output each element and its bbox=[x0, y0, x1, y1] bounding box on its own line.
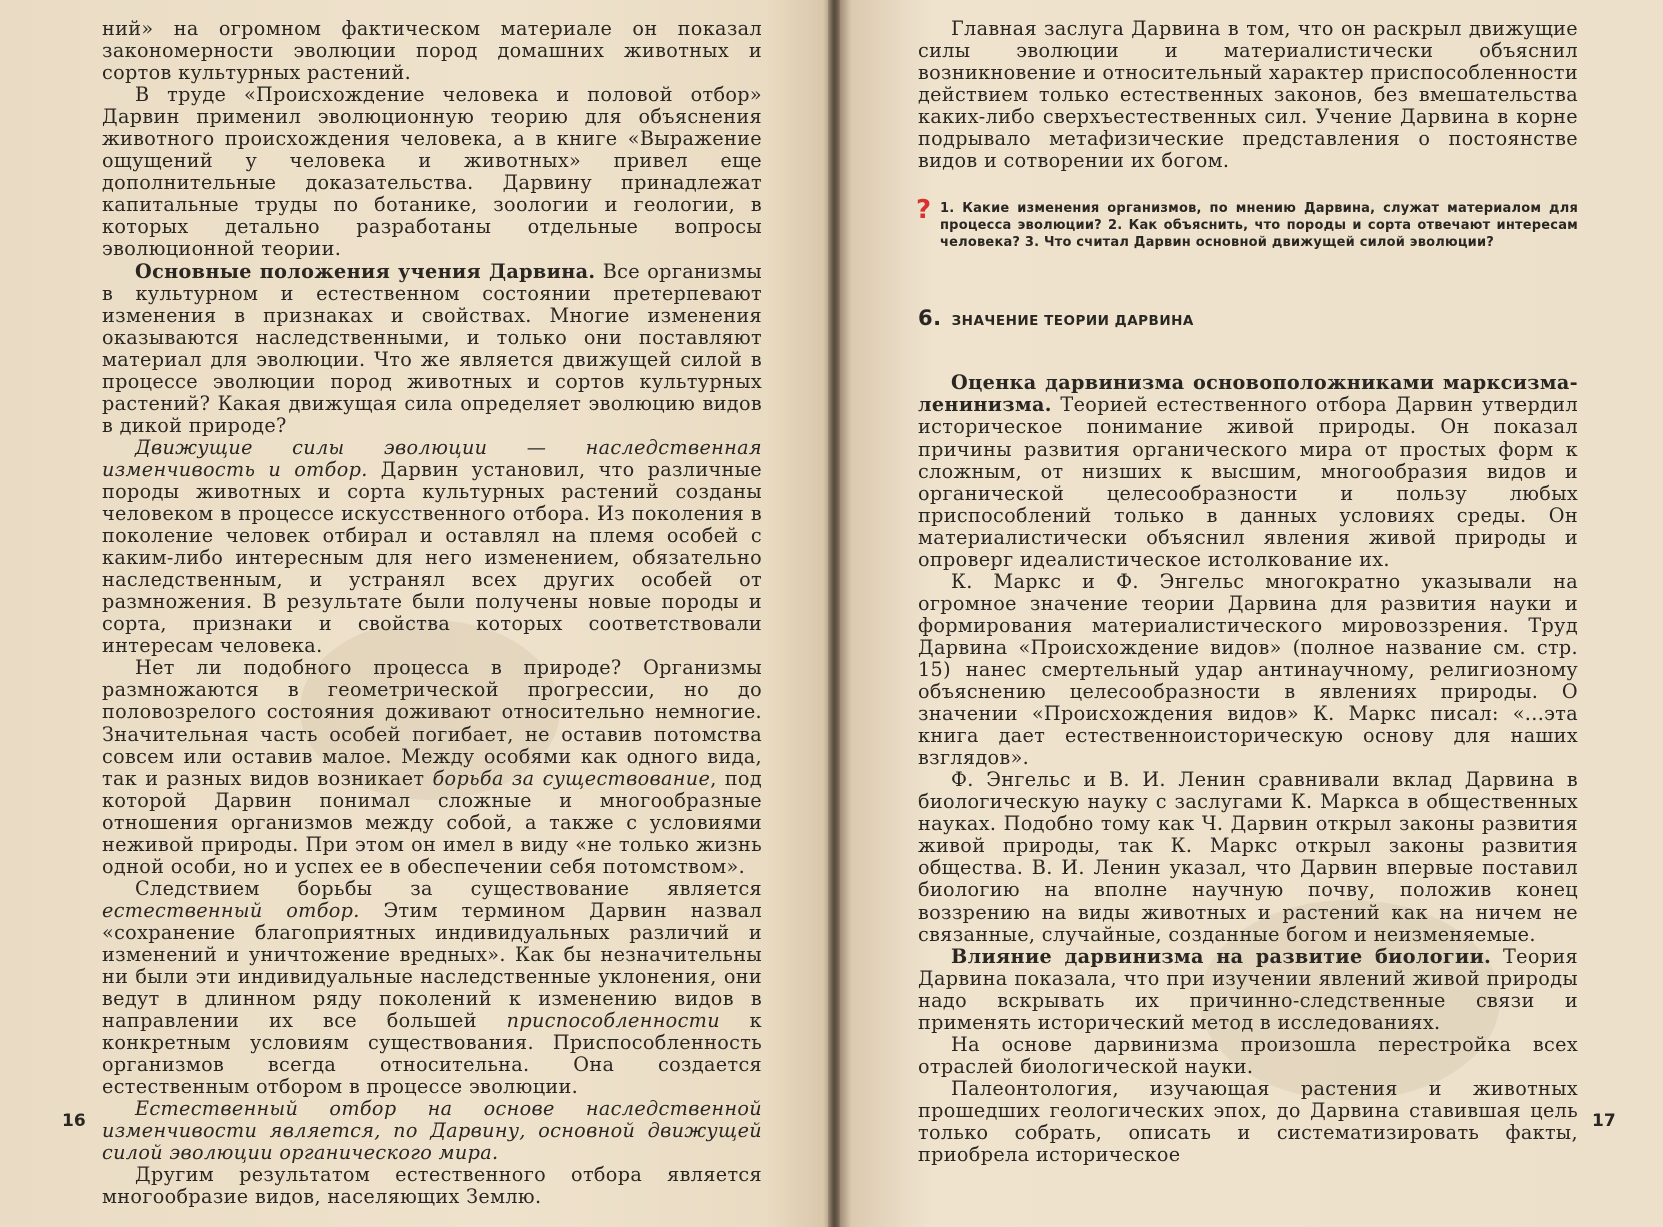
italic-heading: Движущие силы эволюции — наследственная изменчивость и отбор. bbox=[102, 435, 762, 481]
paragraph: В труде «Происхождение человека и половой отбор» Дарвин применил эволюционную теорию для объяснения животного происхождения человека, а в книге «Выражение ощущений у человека и животных» привел еще дополнительные доказательства. Дарвину принадлежат капитальные труды по ботанике, зоологии и геологии, в которых детально разработаны отдельные вопросы эволюционной теории. bbox=[102, 83, 762, 261]
paragraph: Главная заслуга Дарвина в том, что он раскрыл движущие силы эволюции и материалистически объяснил возникновение и относительный характер приспособленности действием только естественных законов, без вмешательства каких-либо сверхъестественных сил. Учение Дарвина в корне подрывало метафизические представления о постоянстве видов и сотворении их богом. bbox=[918, 17, 1578, 173]
section-title: ЗНАЧЕНИЕ ТЕОРИИ ДАРВИНА bbox=[951, 313, 1194, 330]
section-heading bbox=[918, 307, 1578, 332]
paragraph: ний» на огромном фактическом материале он показал закономерности эволюции пород домашних животных и сортов культурных растений. bbox=[102, 17, 762, 85]
paragraph: Движущие силы эволюции — наследственная изменчивость и отбор. Дарвин установил, что различные породы животных и сорта культурных растений созданы человеком в процессе искусственного отбора. Из поколения в поколение человек отбирал и оставлял на племя особей с каким-либо интересным для него изменением, обязательно наследственным, и устранял всех других особей от размножения. В результате были получены новые породы и сорта, признаки и свойства которых соответствовали интересам человека. bbox=[102, 435, 762, 658]
question-mark-icon: ? bbox=[916, 195, 932, 226]
bold-heading: Влияние дарвинизма на развитие биологии. bbox=[951, 944, 1492, 968]
paragraph: Палеонтология, изучающая растения и животных прошедших геологических эпох, до Дарвина ставившая цель только собрать, описать и систематизировать факты, приобрела историческое bbox=[918, 1076, 1578, 1167]
review-questions: ? 1. Какие изменения организмов, по мнению Дарвина, служат материалом для процесса эволюции? 2. Как объяснить, что породы и сорта отвечают интересам человека? 3. Что считал Дарвин основной движущей силой эволюции? bbox=[916, 195, 1578, 251]
paragraph: К. Маркс и Ф. Энгельс многократно указывали на огромное значение теории Дарвина для развития науки и формирования материалистического мировоззрения. Труд Дарвина «Происхождение видов» (полное название см. стр. 15) нанес смертельный удар антинаучному, религиозному объяснению целесообразности в явлениях природы. О значении «Происхождения видов» К. Маркс писал: «...эта книга дает естественноисторическую основу для наших взглядов». bbox=[918, 569, 1578, 770]
paragraph: Оценка дарвинизма основоположниками марксизма-ленинизма. Теорией естественного отбора Дарвин утвердил историческое понимание живой природы. Он показал причины развития органического мира от простых форм к сложным, от низших к высшим, многообразия видов и органической целесообразности и пользу любых приспособлений только в данных условиях среды. Он материалистически объяснил явления живой природы и опроверг идеалистическое истолкование их. bbox=[918, 371, 1578, 571]
paragraph: Ф. Энгельс и В. И. Ленин сравнивали вклад Дарвина в биологическую науку с заслугами К. Маркса в общественных науках. Подобно тому как Ч. Дарвин открыл законы развития живой природы, так К. Маркс открыл законы развития общества. В. И. Ленин указал, что Дарвин впервые поставил биологию на вполне научную почву, положив конец воззрению на виды животных и растений как на ничем не связанные, случайные, созданные богом и неизменяемые. bbox=[918, 768, 1578, 946]
paragraph: На основе дарвинизма произошла перестройка всех отраслей биологической науки. bbox=[918, 1032, 1578, 1078]
bold-heading: Основные положения учения Дарвина. bbox=[135, 259, 596, 283]
left-page bbox=[102, 18, 762, 1209]
paragraph: Нет ли подобного процесса в природе? Организмы размножаются в геометрической прогрессии, но до половозрелого состояния доживают относительно немногие. Значительная часть особей погибает, не оставив потомства совсем или оставив малое. Между особями как одного вида, так и разных видов возникает борьба за существование, под которой Дарвин понимал сложные и многообразные отношения организмов между собой, а также с условиями неживой природы. При этом он имел в виду «не только жизнь одной особи, но и успех ее в обеспечении себя потомством». bbox=[102, 656, 762, 878]
paragraph: Основные положения учения Дарвина. Все организмы в культурном и естественном состоянии претерпевают изменения в признаках и свойствах. Многие изменения оказываются наследственными, и только они поставляют материал для эволюции. Что же является движущей силой в процессе эволюции пород животных и сортов культурных растений? Какая движущая сила определяет эволюцию видов в дикой природе? bbox=[102, 259, 762, 437]
paragraph: Следствием борьбы за существование является естественный отбор. Этим термином Дарвин назвал «сохранение благоприятных индивидуальных различий и изменений и уничтожение вредных». Как бы незначительны ни были эти индивидуальные наследственные уклонения, они ведут в длинном ряду поколений к изменению видов в направлении их все большей приспособленности к конкретным условиям существования. Приспособленность организмов всегда относительна. Она создается естественным отбором в процессе эволюции. bbox=[102, 876, 763, 1099]
book-spine bbox=[828, 0, 840, 1227]
bold-heading: Оценка дарвинизма основоположниками марксизма-ленинизма. bbox=[918, 371, 1578, 417]
paragraph: Другим результатом естественного отбора является многообразие видов, населяющих Землю. bbox=[102, 1163, 762, 1209]
paragraph: Влияние дарвинизма на развитие биологии. Теория Дарвина показала, что при изучении явлений живой природы надо вскрывать их причинно-следственные связи и применять исторический метод в исследованиях. bbox=[918, 944, 1578, 1034]
right-page bbox=[918, 18, 1578, 1166]
page-number: 17 bbox=[1592, 1111, 1616, 1131]
section-number: 6. bbox=[918, 306, 942, 331]
paragraph: Естественный отбор на основе наследственной изменчивости является, по Дарвину, основной движущей силой эволюции органического мира. bbox=[102, 1097, 762, 1165]
page-number: 16 bbox=[62, 1111, 86, 1131]
